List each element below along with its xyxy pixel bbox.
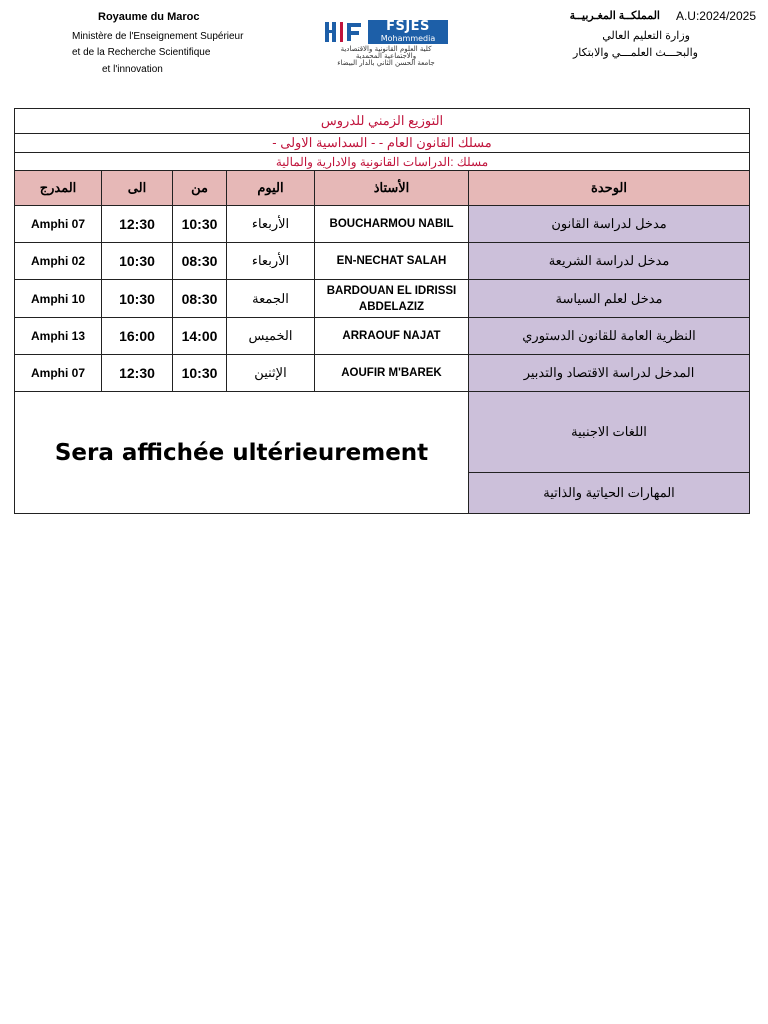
column-header-row: [15, 171, 750, 206]
later-notice: Sera affichée ultérieurement: [15, 392, 469, 514]
ministry-line: Ministère de l'Enseignement Supérieur: [72, 31, 244, 42]
day-cell: الأربعاء: [227, 243, 315, 280]
ministry-line: et l'innovation: [102, 64, 163, 75]
end-time-cell: 12:30: [102, 355, 173, 392]
kingdom-label-ar: المملكــة المغـربيــة: [569, 10, 660, 22]
end-time-cell: 10:30: [102, 280, 173, 318]
unit-cell: المدخل لدراسة الاقتصاد والتدبير: [469, 355, 750, 392]
amphi-cell: Amphi 07: [15, 355, 102, 392]
start-time-cell: 08:30: [173, 280, 227, 318]
table-row: [15, 206, 750, 243]
kingdom-label: Royaume du Maroc: [98, 11, 200, 23]
table-row: [15, 280, 750, 318]
program-title-row: [15, 153, 750, 171]
col-professor: الأستاذ: [315, 171, 469, 206]
track-title-row: [15, 134, 750, 153]
faculty-emblem-icon: [324, 20, 364, 44]
faculty-city: Mohammedia: [380, 34, 436, 43]
professor-cell: BARDOUAN EL IDRISSI ABDELAZIZ: [315, 280, 469, 318]
amphi-cell: Amphi 10: [15, 280, 102, 318]
end-time-cell: 10:30: [102, 243, 173, 280]
faculty-logo: [322, 18, 450, 72]
unit-cell: النظرية العامة للقانون الدستوري: [469, 318, 750, 355]
table-row: [15, 392, 750, 473]
program-title: مسلك :الدراسات القانونية والادارية والمالية: [15, 153, 750, 171]
amphi-cell: Amphi 07: [15, 206, 102, 243]
ministry-line-ar: وزارة التعليم العالي: [602, 30, 690, 42]
table-row: [15, 243, 750, 280]
amphi-cell: Amphi 13: [15, 318, 102, 355]
unit-cell: المهارات الحياتية والذاتية: [469, 473, 750, 514]
table-row: [15, 318, 750, 355]
ministry-line: et de la Recherche Scientifique: [72, 47, 211, 58]
start-time-cell: 08:30: [173, 243, 227, 280]
end-time-cell: 16:00: [102, 318, 173, 355]
unit-cell: اللغات الاجنبية: [469, 392, 750, 473]
day-cell: الإثنين: [227, 355, 315, 392]
day-cell: الخميس: [227, 318, 315, 355]
professor-cell: AOUFIR M'BAREK: [315, 355, 469, 392]
faculty-subtitle-line: جامعة الحسن الثاني بالدار البيضاء: [337, 59, 435, 67]
col-to: الى: [102, 171, 173, 206]
amphi-cell: Amphi 02: [15, 243, 102, 280]
day-cell: الأربعاء: [227, 206, 315, 243]
professor-cell: BOUCHARMOU NABIL: [315, 206, 469, 243]
start-time-cell: 14:00: [173, 318, 227, 355]
col-amphi: المدرج: [15, 171, 102, 206]
ministry-line-ar: والبحـــث العلمـــي والابتكار: [572, 47, 698, 59]
col-from: من: [173, 171, 227, 206]
ministry-header: [58, 8, 268, 79]
unit-cell: مدخل لدراسة الشريعة: [469, 243, 750, 280]
unit-cell: مدخل لعلم السياسة: [469, 280, 750, 318]
col-day: اليوم: [227, 171, 315, 206]
professor-cell: ARRAOUF NAJAT: [315, 318, 469, 355]
col-unit: الوحدة: [469, 171, 750, 206]
unit-cell: مدخل لدراسة القانون: [469, 206, 750, 243]
schedule-title-row: [15, 109, 750, 134]
faculty-subtitle-line: كلية العلوم القانونية والاقتصادية: [340, 45, 432, 53]
faculty-badge: [368, 20, 448, 44]
faculty-name: FSJES: [386, 19, 430, 34]
end-time-cell: 12:30: [102, 206, 173, 243]
faculty-subtitle-line: والاجتماعية المحمدية: [355, 52, 417, 60]
start-time-cell: 10:30: [173, 206, 227, 243]
arabic-header: [536, 6, 756, 63]
track-title: مسلك القانون العام - - السداسية الاولى -: [15, 134, 750, 153]
academic-year: A.U:2024/2025: [675, 9, 756, 23]
schedule-title: التوزيع الزمني للدروس: [15, 109, 750, 134]
faculty-subtitle: [322, 46, 450, 67]
table-row: [15, 355, 750, 392]
professor-cell: EN-NECHAT SALAH: [315, 243, 469, 280]
day-cell: الجمعة: [227, 280, 315, 318]
schedule-table: [14, 108, 750, 514]
start-time-cell: 10:30: [173, 355, 227, 392]
